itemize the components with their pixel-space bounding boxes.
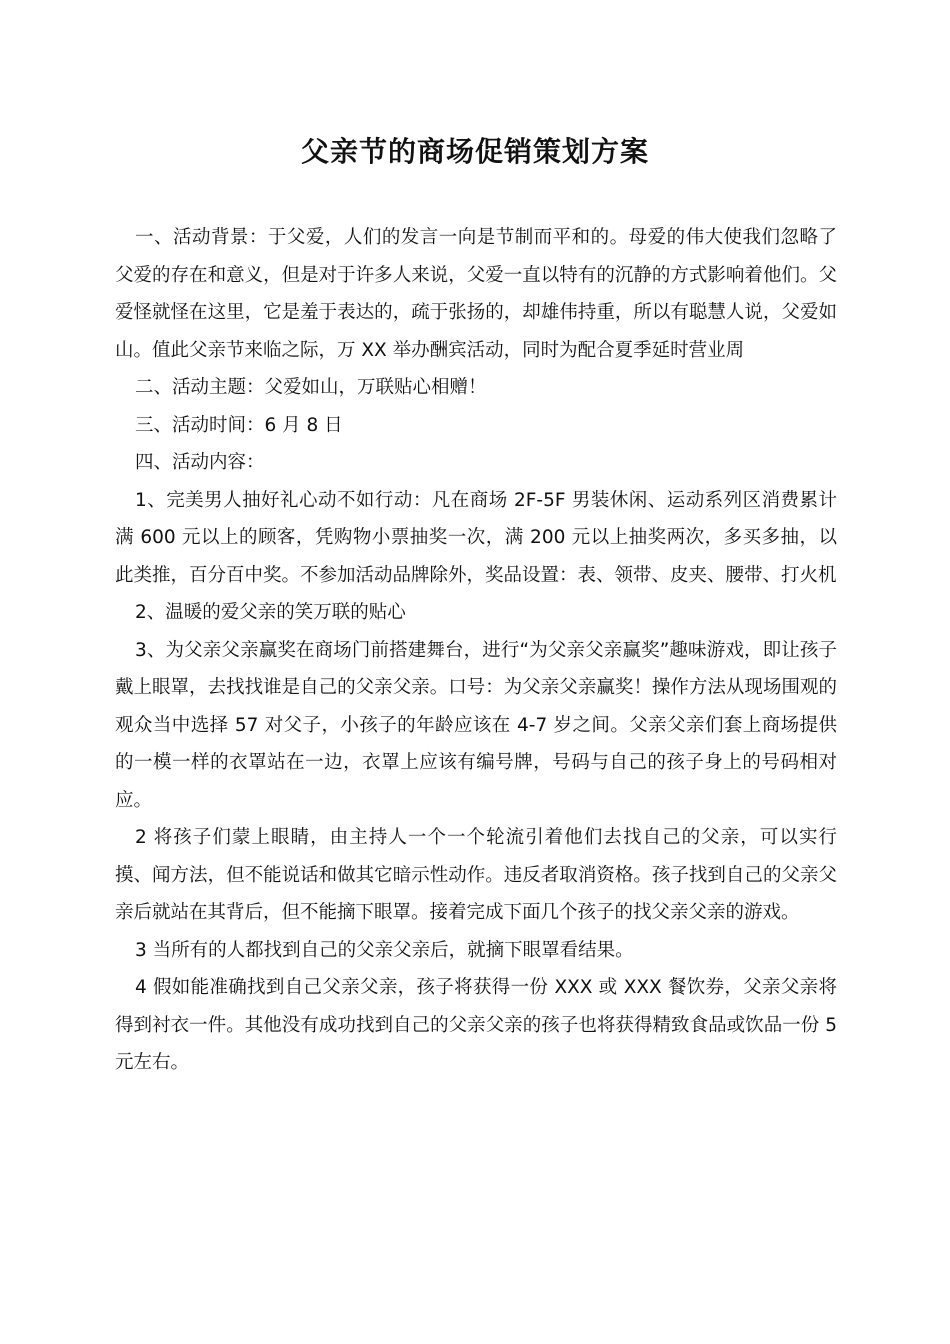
paragraph-item-1: 1、完美男人抽好礼心动不如行动：凡在商场 2F-5F 男装休闲、运动系列区消费累计满 600 元以上的顾客，凭购物小票抽奖一次，满 200 元以上抽奖两次，多买多抽，以此类推，百分百中奖。不参加活动品牌除外，奖品设置：表、领带、皮夹、腰带、打火机	[115, 489, 837, 586]
paragraph-background: 一、活动背景：于父爱，人们的发言一向是节制而平和的。母爱的伟大使我们忽略了父爱的存在和意义，但是对于许多人来说，父爱一直以特有的沉静的方式影响着他们。父爱怪就怪在这里，它是羞于表达的，疏于张扬的，却雄伟持重，所以有聪慧人说，父爱如山。值此父亲节来临之际，万 XX 举办酬宾活动，同时为配合夏季延时营业周	[115, 227, 837, 361]
paragraph-theme: 二、活动主题：父爱如山，万联贴心相赠！	[135, 377, 487, 398]
paragraph-item-2: 2、温暖的爱父亲的笑万联的贴心	[135, 602, 406, 623]
paragraph-step-3: 3 当所有的人都找到自己的父亲父亲后，就摘下眼罩看结果。	[135, 939, 634, 961]
paragraph-step-4: 4 假如能准确找到自己父亲父亲，孩子将获得一份 XXX 或 XXX 餐饮券，父亲父亲将得到衬衣一件。其他没有成功找到自己的父亲父亲的孩子也将获得精致食品或饮品一份 5 元左右。	[115, 977, 837, 1073]
paragraph-item-3: 3、为父亲父亲赢奖在商场门前搭建舞台，进行“为父亲父亲赢奖”趣味游戏，即让孩子戴上眼罩，去找找谁是自己的父亲父亲。口号：为父亲父亲赢奖！操作方法从现场围观的观众当中选择 57 对父子，小孩子的年龄应该在 4-7 岁之间。父亲父亲们套上商场提供的一模一样的衣罩站在一边，衣罩上应该有编号牌，号码与自己的孩子身上的号码相对应。	[115, 639, 837, 811]
document-body	[115, 219, 837, 1082]
paragraph-step-2: 2 将孩子们蒙上眼睛，由主持人一个一个轮流引着他们去找自己的父亲，可以实行摸、闻方法，但不能说话和做其它暗示性动作。违反者取消资格。孩子找到自己的父亲父亲后就站在其背后，但不能摘下眼罩。接着完成下面几个孩子的找父亲父亲的游戏。	[115, 827, 837, 923]
paragraph-content-heading: 四、活动内容：	[135, 452, 265, 473]
document-title: 父亲节的商场促销策划方案	[300, 135, 649, 168]
paragraph-time: 三、活动时间：6 月 8 日	[135, 414, 343, 436]
